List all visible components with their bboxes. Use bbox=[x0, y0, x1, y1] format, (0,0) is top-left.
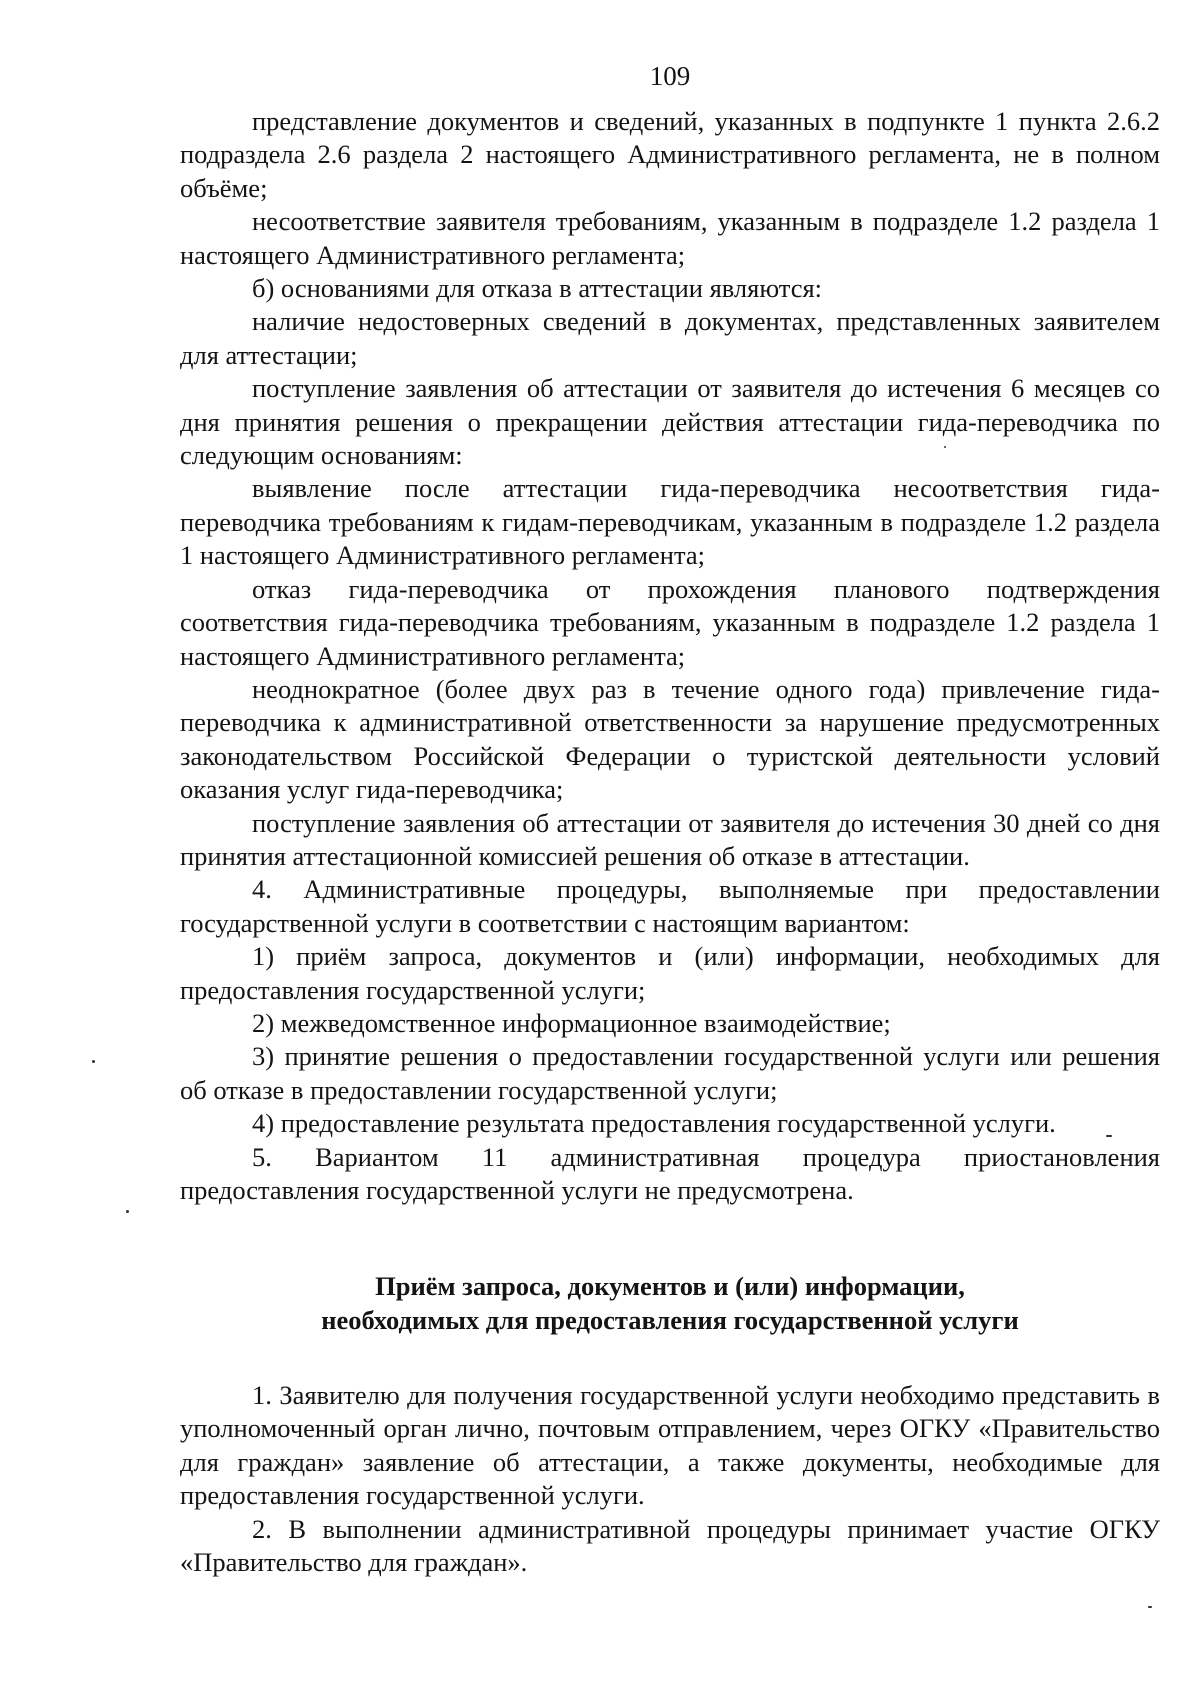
scan-speck bbox=[126, 1210, 129, 1213]
section-paragraph-1: 1. Заявителю для получения государственной услуги необходимо представить в уполномоченный орган лично, почтовым отправлением, через ОГКУ «Правительство для граждан» заявление об аттестации, а также документы, необходимые для предоставления государственной услуги. bbox=[180, 1380, 1160, 1511]
section-heading-line-2: необходимых для предоставления государственной услуги bbox=[321, 1305, 1019, 1335]
section-paragraph-2: 2. В выполнении административной процедуры принимает участие ОГКУ «Правительство для граждан». bbox=[180, 1513, 1160, 1578]
scan-speck bbox=[92, 1060, 95, 1063]
scan-speck bbox=[944, 446, 946, 448]
paragraph-4: наличие недостоверных сведений в документах, представленных заявителем для аттестации; bbox=[180, 306, 1160, 370]
paragraph-8: неоднократное (более двух раз в течение одного года) привлечение гида-переводчика к административной ответственности за нарушение предусмотренных законодательством Российской Федерации о туристской деятельности условий оказания услуг гида-переводчика; bbox=[180, 673, 1160, 805]
body-text bbox=[180, 105, 1160, 1207]
paragraph-14: 4) предоставление результата предоставления государственной услуги. bbox=[252, 1108, 1056, 1139]
section-heading bbox=[180, 1269, 1160, 1337]
scan-speck bbox=[1106, 1135, 1112, 1137]
paragraph-3: б) основаниями для отказа в аттестации являются: bbox=[252, 273, 823, 304]
paragraph-5: поступление заявления об аттестации от заявителя до истечения 6 месяцев со дня принятия решения о прекращении действия аттестации гида-переводчика по следующим основаниям: bbox=[180, 373, 1160, 471]
paragraph-6: выявление после аттестации гида-переводчика несоответствия гида-переводчика требованиям к гидам-переводчикам, указанным в подразделе 1.2 раздела 1 настоящего Административного регламента; bbox=[180, 473, 1160, 571]
section-body-text bbox=[180, 1379, 1160, 1579]
paragraph-2: несоответствие заявителя требованиям, указанным в подразделе 1.2 раздела 1 настоящего Административного регламента; bbox=[180, 206, 1160, 270]
paragraph-15: 5. Вариантом 11 административная процедура приостановления предоставления государственной услуги не предусмотрена. bbox=[180, 1141, 1160, 1205]
scan-speck bbox=[1148, 1606, 1152, 1608]
paragraph-1: представление документов и сведений, указанных в подпункте 1 пункта 2.6.2 подраздела 2.6 раздела 2 настоящего Административного регламента, не в полном объёме; bbox=[180, 106, 1160, 203]
paragraph-10: 4. Административные процедуры, выполняемые при предоставлении государственной услуги в соответствии с настоящим вариантом: bbox=[180, 874, 1160, 938]
section-heading-line-1: Приём запроса, документов и (или) информации, bbox=[375, 1271, 965, 1301]
paragraph-13: 3) принятие решения о предоставлении государственной услуги или решения об отказе в предоставлении государственной услуги; bbox=[180, 1041, 1160, 1105]
paragraph-11: 1) приём запроса, документов и (или) информации, необходимых для предоставления государственной услуги; bbox=[180, 941, 1160, 1005]
page-number: 109 bbox=[649, 61, 691, 91]
paragraph-12: 2) межведомственное информационное взаимодействие; bbox=[252, 1007, 891, 1038]
paragraph-7: отказ гида-переводчика от прохождения планового подтверждения соответствия гида-переводчика требованиям, указанным в подразделе 1.2 раздела 1 настоящего Административного регламента; bbox=[180, 573, 1160, 671]
paragraph-9: поступление заявления об аттестации от заявителя до истечения 30 дней со дня принятия аттестационной комиссией решения об отказе в аттестации. bbox=[180, 807, 1160, 871]
